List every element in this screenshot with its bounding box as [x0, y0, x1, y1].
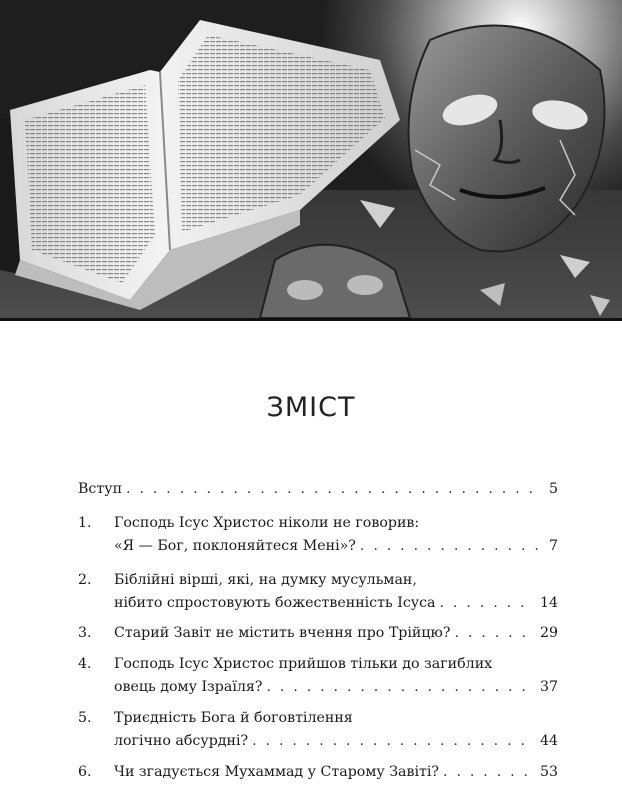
- toc-entry-number: 6.: [78, 764, 92, 780]
- header-divider: [0, 318, 622, 321]
- dot-leader: [360, 535, 543, 558]
- toc-line: [114, 592, 558, 615]
- toc-page-number: 14: [539, 595, 558, 611]
- toc-entry-title-line2: логічно абсурдні?: [114, 733, 249, 749]
- toc-entry-label: Вступ: [78, 481, 123, 497]
- toc-line: [114, 730, 558, 753]
- toc-line: [78, 478, 558, 501]
- toc-entry-intro[interactable]: [78, 478, 558, 501]
- toc-entry-title-line2: овець дому Ізраїля?: [114, 679, 263, 695]
- toc-line: [114, 622, 558, 645]
- dot-leader: [126, 478, 543, 501]
- toc-entry-title-line1: Старий Завіт не містить вчення про Трійцю?: [114, 625, 451, 641]
- toc-page-number: 37: [539, 679, 558, 695]
- toc-page-number: 53: [539, 764, 558, 780]
- bible-and-masks-image: [0, 0, 622, 318]
- dot-leader: [252, 730, 534, 753]
- toc-entry-title-line1: Господь Ісус Христос ніколи не говорив:: [114, 515, 420, 531]
- toc-title: ЗМІСТ: [266, 392, 356, 423]
- toc-entry-number: 1.: [78, 515, 92, 531]
- toc-entry-title-line1: Триєдність Бога й боговтілення: [114, 710, 353, 726]
- toc-entry-number: 3.: [78, 625, 92, 641]
- toc-entry-number: 4.: [78, 656, 92, 672]
- toc-page-number: 29: [539, 625, 558, 641]
- dot-leader: [266, 676, 533, 699]
- toc-entry-title-line2: нібито спростовують божественність Ісуса: [114, 595, 436, 611]
- toc-line: [114, 535, 558, 558]
- toc-line: [114, 761, 558, 784]
- toc-entry-number: 5.: [78, 710, 92, 726]
- toc-page-number: 7: [548, 538, 558, 554]
- toc-entry-number: 2.: [78, 572, 92, 588]
- toc-entry-title-line2: «Я — Бог, поклоняйтеся Мені»?: [114, 538, 356, 554]
- dot-leader: [443, 761, 534, 784]
- toc-entry-title-line1: Біблійні вірші, які, на думку мусульман,: [114, 572, 417, 588]
- dot-leader: [440, 592, 534, 615]
- cover-illustration: [0, 0, 622, 318]
- toc-page-number: 44: [539, 733, 558, 749]
- toc-line: [114, 676, 558, 699]
- toc-page-number: 5: [548, 481, 558, 497]
- toc-entry-title-line1: Чи згадується Мухаммад у Старому Завіті?: [114, 764, 440, 780]
- dot-leader: [454, 622, 533, 645]
- toc-entry-title-line1: Господь Ісус Христос прийшов тільки до загиблих: [114, 656, 493, 672]
